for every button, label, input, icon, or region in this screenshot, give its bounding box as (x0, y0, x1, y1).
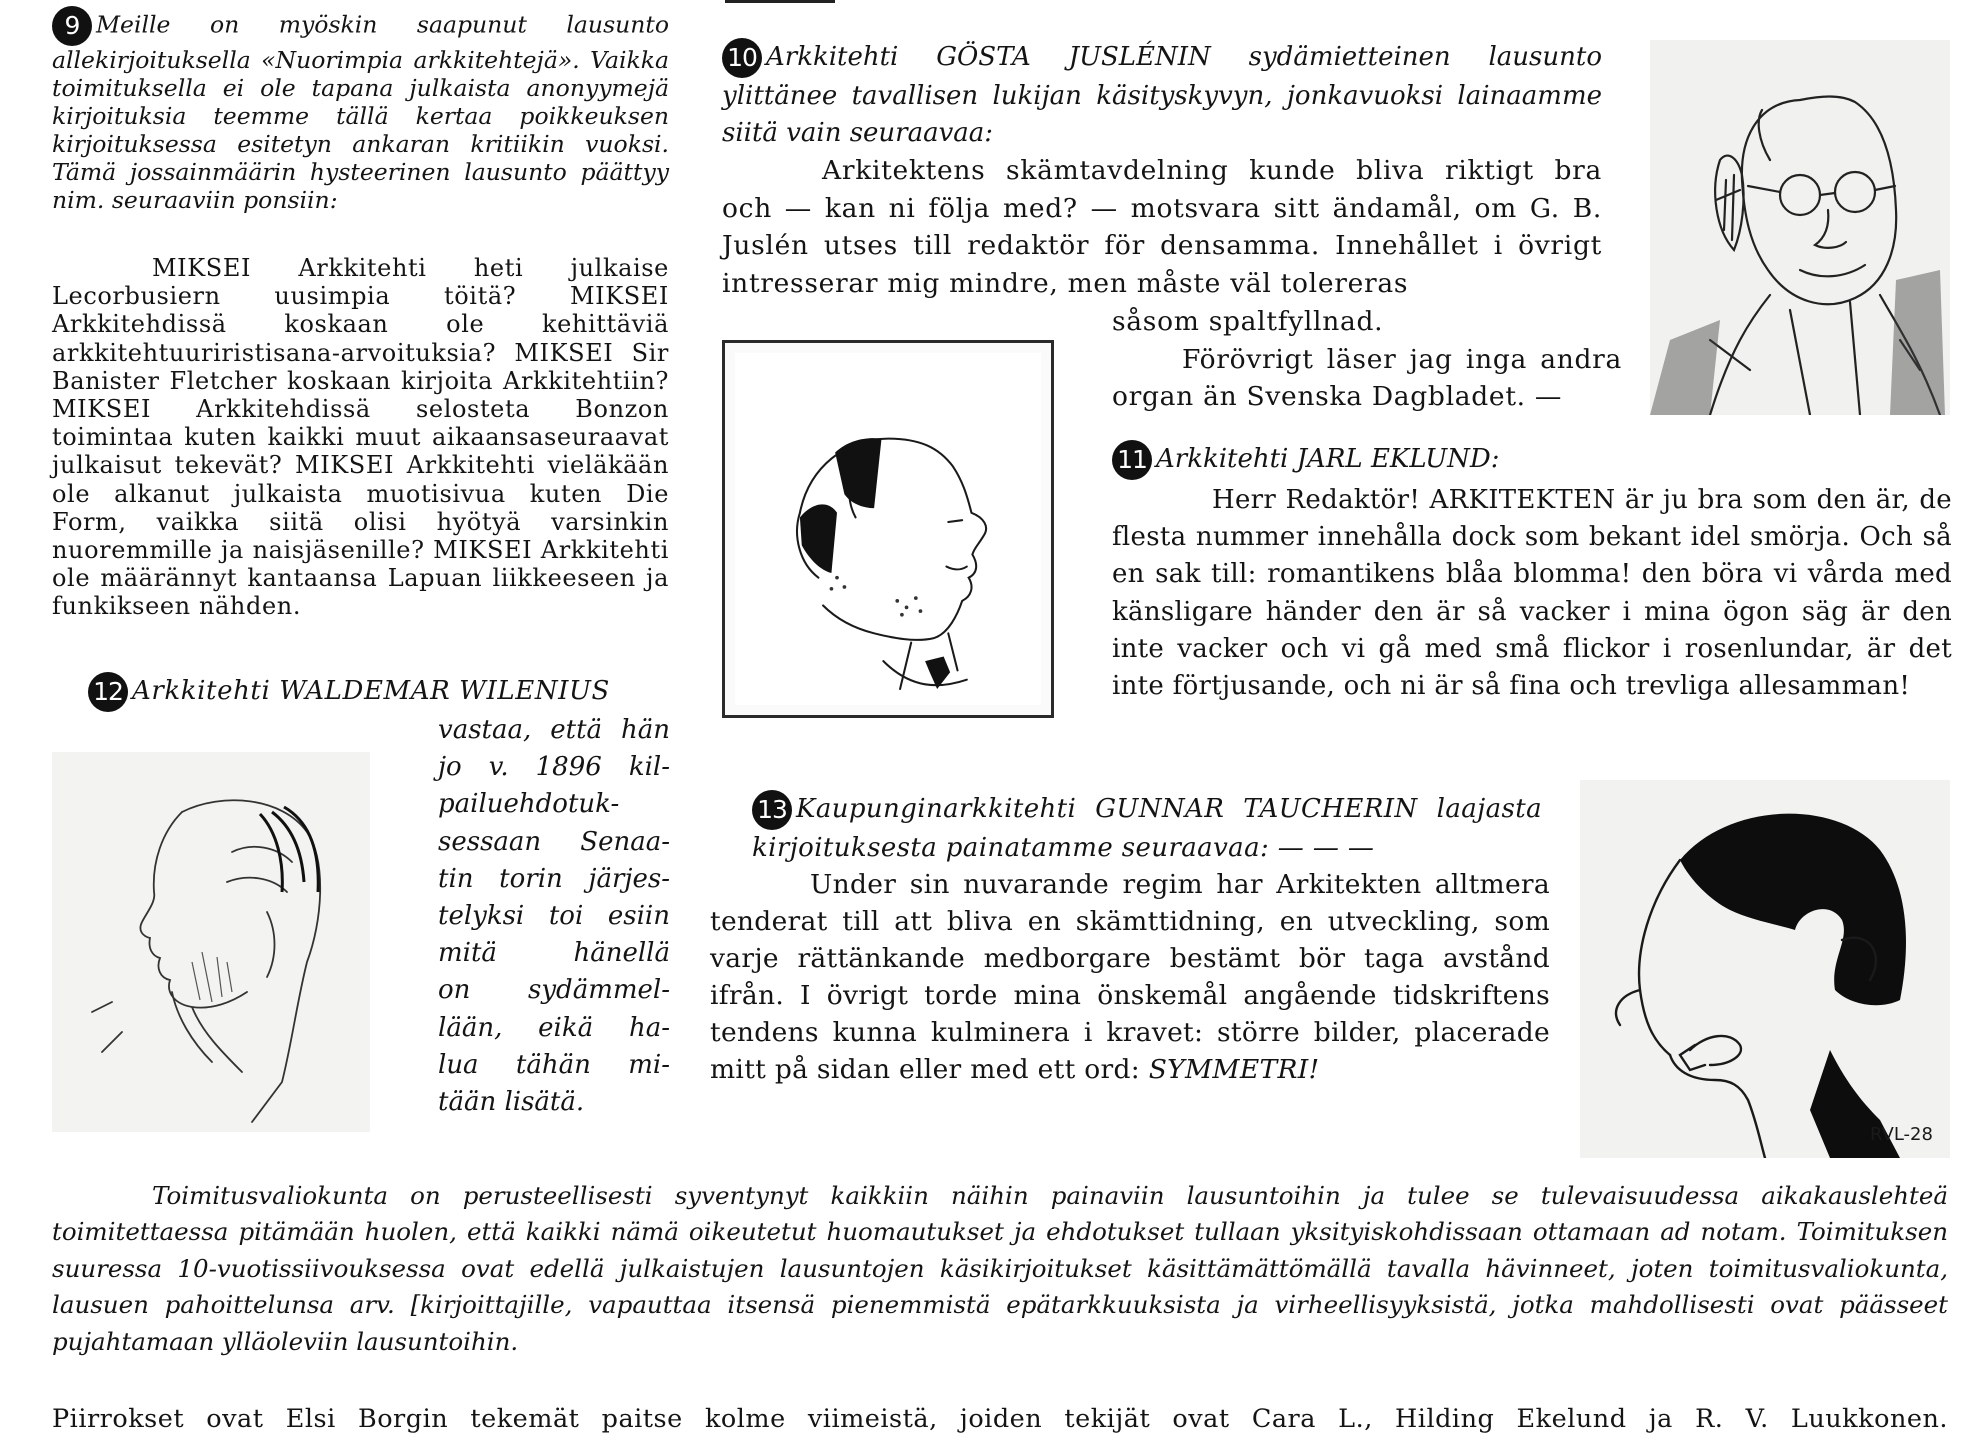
section-12-line: lua tähän mi- (438, 1049, 670, 1080)
section-12-line: telyksi toi esiin (438, 901, 670, 932)
section-9-statement-text: MIKSEI Arkkitehti heti julkaise Lecorbusiern uusimpia töitä? MIKSEI Arkkitehdissä koskaan ole kehittäviä arkkitehtuuriristisana-arvoituksia? MIKSEI Sir Banister Fletcher koskaan kirjoita Arkkitehtiin? MIKSEI Arkkitehdissä selosteta Bonzon toimintaa kuten kaikki muut aikaansaseuraavat julkaisut tekevät? MIKSEI Arkkitehti vieläkään ole alkanut julkaista muotisivua kuten Die Form, vaikka siitä olisi hyötyä varsinkin nuoremmille ja naisjäsenille? MIKSEI Arkkitehti ole määrännyt kantaansa Lapuan liikkeeseen ja funkikseen nähden. (52, 254, 669, 621)
section-9-intro (52, 6, 669, 214)
section-13-statement-text: Under sin nuvarande regim har Arkitekten alltmera tenderat till att bliva en skämttidning, en utveckling, som varje rättänkande medborgare bestämt bör taga avstånd ifrån. I övrigt torde mina önskemål angående tidskriftens tendens kunna kulminera i kravet: större bilder, placerade mitt på sidan eller med ett ord: (710, 869, 1550, 1085)
section-12-line: vastaa, että hän (438, 715, 670, 745)
top-rule (725, 0, 835, 8)
section-13-heading-text: Kaupunginarkkitehti GUNNAR TAUCHERIN laajasta kirjoituksesta painatamme seuraavaa: — — — (752, 794, 1542, 863)
section-9-intro-text: Meille on myöskin saapunut lausunto allekirjoituksella «Nuorimpia arkkitehtejä». Vaikka toimituksella ei ole tapana julkaista anonyymejä kirjoituksia teemme tällä kertaa poikkeuksen kirjoituksessa esitetyn ankaran kritiikin vuoksi. Tämä jossainmäärin hysteerinen lausunto päättyy nim. seuraaviin ponsiin: (52, 10, 669, 214)
section-10-statement-text: Arkitektens skämtavdelning kunde bliva riktigt bra och — kan ni följa med? — motsvara sitt ändamål, om G. B. Juslén utses till redaktör för densamma. Innehållet i övrigt intresserar mig mindre, men måste väl tolereras (722, 155, 1602, 299)
section-10-continued (1112, 303, 1622, 416)
section-10-heading (722, 38, 1602, 152)
caricature-taucher (1580, 780, 1950, 1158)
editorial-note-text: Toimitusvaliokunta on perusteellisesti syventynyt kaikkiin näihin painaviin lausuntoihin ja tulee se tulevaisuudessa aikakauslehteä toimitettaessa pitämään huolen, että kaikki nämä oikeutetut huomautukset ja ehdotukset tullaan yksityiskohdissaan ottamaan ad notam. Toimituksen suuressa 10-vuotissiivouksessa ovat edellä julkaistujen lausuntojen käsikirjoitukset käsittämättömällä tavalla hävinneet, joten toimitusvaliokunta, lausuen pahoittelunsa arv. [kirjoittajille, vapauttaa itsensä pienemmistä epätarkkuuksista ja virheellisyyksistä, jotka mahdollisesti ovat päässeet pujahtamaan ylläoleviin lausuntoihin. (52, 1181, 1948, 1356)
caricature-eklund (722, 340, 1054, 718)
section-12-line: lään, eikä ha- (438, 1012, 670, 1043)
section-11-statement-text: Herr Redaktör! ARKITEKTEN är ju bra som den är, de flesta nummer innehålla dock som bekant idel smörja. Och så en sak till: romantikens blåa blomma! den böra vi vårda med känsligare händer den är så vacker i mina ögon säg är den inte vacker och vi gå med små flickor i rosenlundar, är det inte förtjusande, och ni är så fina och trevliga allesamman! (1112, 485, 1952, 702)
section-9-number: 9 (52, 6, 92, 46)
credits-text: Piirrokset ovat Elsi Borgin tekemät paitse kolme viimeistä, joiden tekijät ovat Cara L., Hilding Ekelund ja R. V. Luukkonen. (52, 1404, 1948, 1434)
section-12-line: mitä hänellä (438, 938, 670, 969)
section-11-number: 11 (1112, 440, 1152, 480)
section-12-heading-text: Arkkitehti WALDEMAR WILENIUS (132, 676, 610, 706)
caricature-taucher-drawing (1580, 780, 1950, 1158)
section-11-heading (1112, 440, 1952, 480)
credits (52, 1402, 1948, 1436)
caricature-signature: RVL-28 (1870, 1124, 1933, 1145)
section-13-number: 13 (752, 790, 792, 830)
caricature-wilenius (52, 752, 370, 1132)
section-11-heading-text: Arkkitehti JARL EKLUND: (1156, 444, 1500, 474)
section-12-line: on sydämmel- (438, 975, 670, 1006)
section-10-heading-text: Arkkitehti GÖSTA JUSLÉNIN sydämietteinen lausunto ylittänee tavallisen lukijan käsityskyvyn, jonkavuoksi lainaamme siitä vain seuraavaa: (722, 42, 1602, 148)
caricature-wilenius-drawing (52, 752, 370, 1132)
section-10-number: 10 (722, 38, 762, 78)
caricature-eklund-drawing (725, 343, 1051, 715)
section-13-statement (710, 866, 1550, 1088)
section-13-heading (752, 790, 1542, 867)
section-10-continued-text: såsom spaltfyllnad. (1112, 306, 1384, 337)
editorial-note (52, 1178, 1948, 1360)
section-12-line: sessaan Senaa- (438, 826, 670, 857)
section-9-statement (52, 254, 669, 621)
section-10-closing-text: Förövrigt läser jag inga andra organ än Svenska Dagbladet. — (1112, 343, 1622, 413)
section-11-statement (1112, 482, 1952, 705)
section-10-statement (722, 152, 1602, 302)
caricature-juslen-drawing (1650, 40, 1950, 415)
section-13-emphasis: SYMMETRI! (1148, 1054, 1320, 1085)
section-12-line: pailuehdotuk- (438, 789, 620, 820)
section-12-line: tään lisätä. (438, 1087, 585, 1118)
section-12-line: tin torin järjes- (438, 863, 670, 894)
section-12-heading (88, 672, 668, 712)
section-12-number: 12 (88, 672, 128, 712)
caricature-juslen (1650, 40, 1950, 415)
section-12-line: jo v. 1896 kil- (438, 752, 670, 783)
section-12-text (438, 712, 670, 1121)
